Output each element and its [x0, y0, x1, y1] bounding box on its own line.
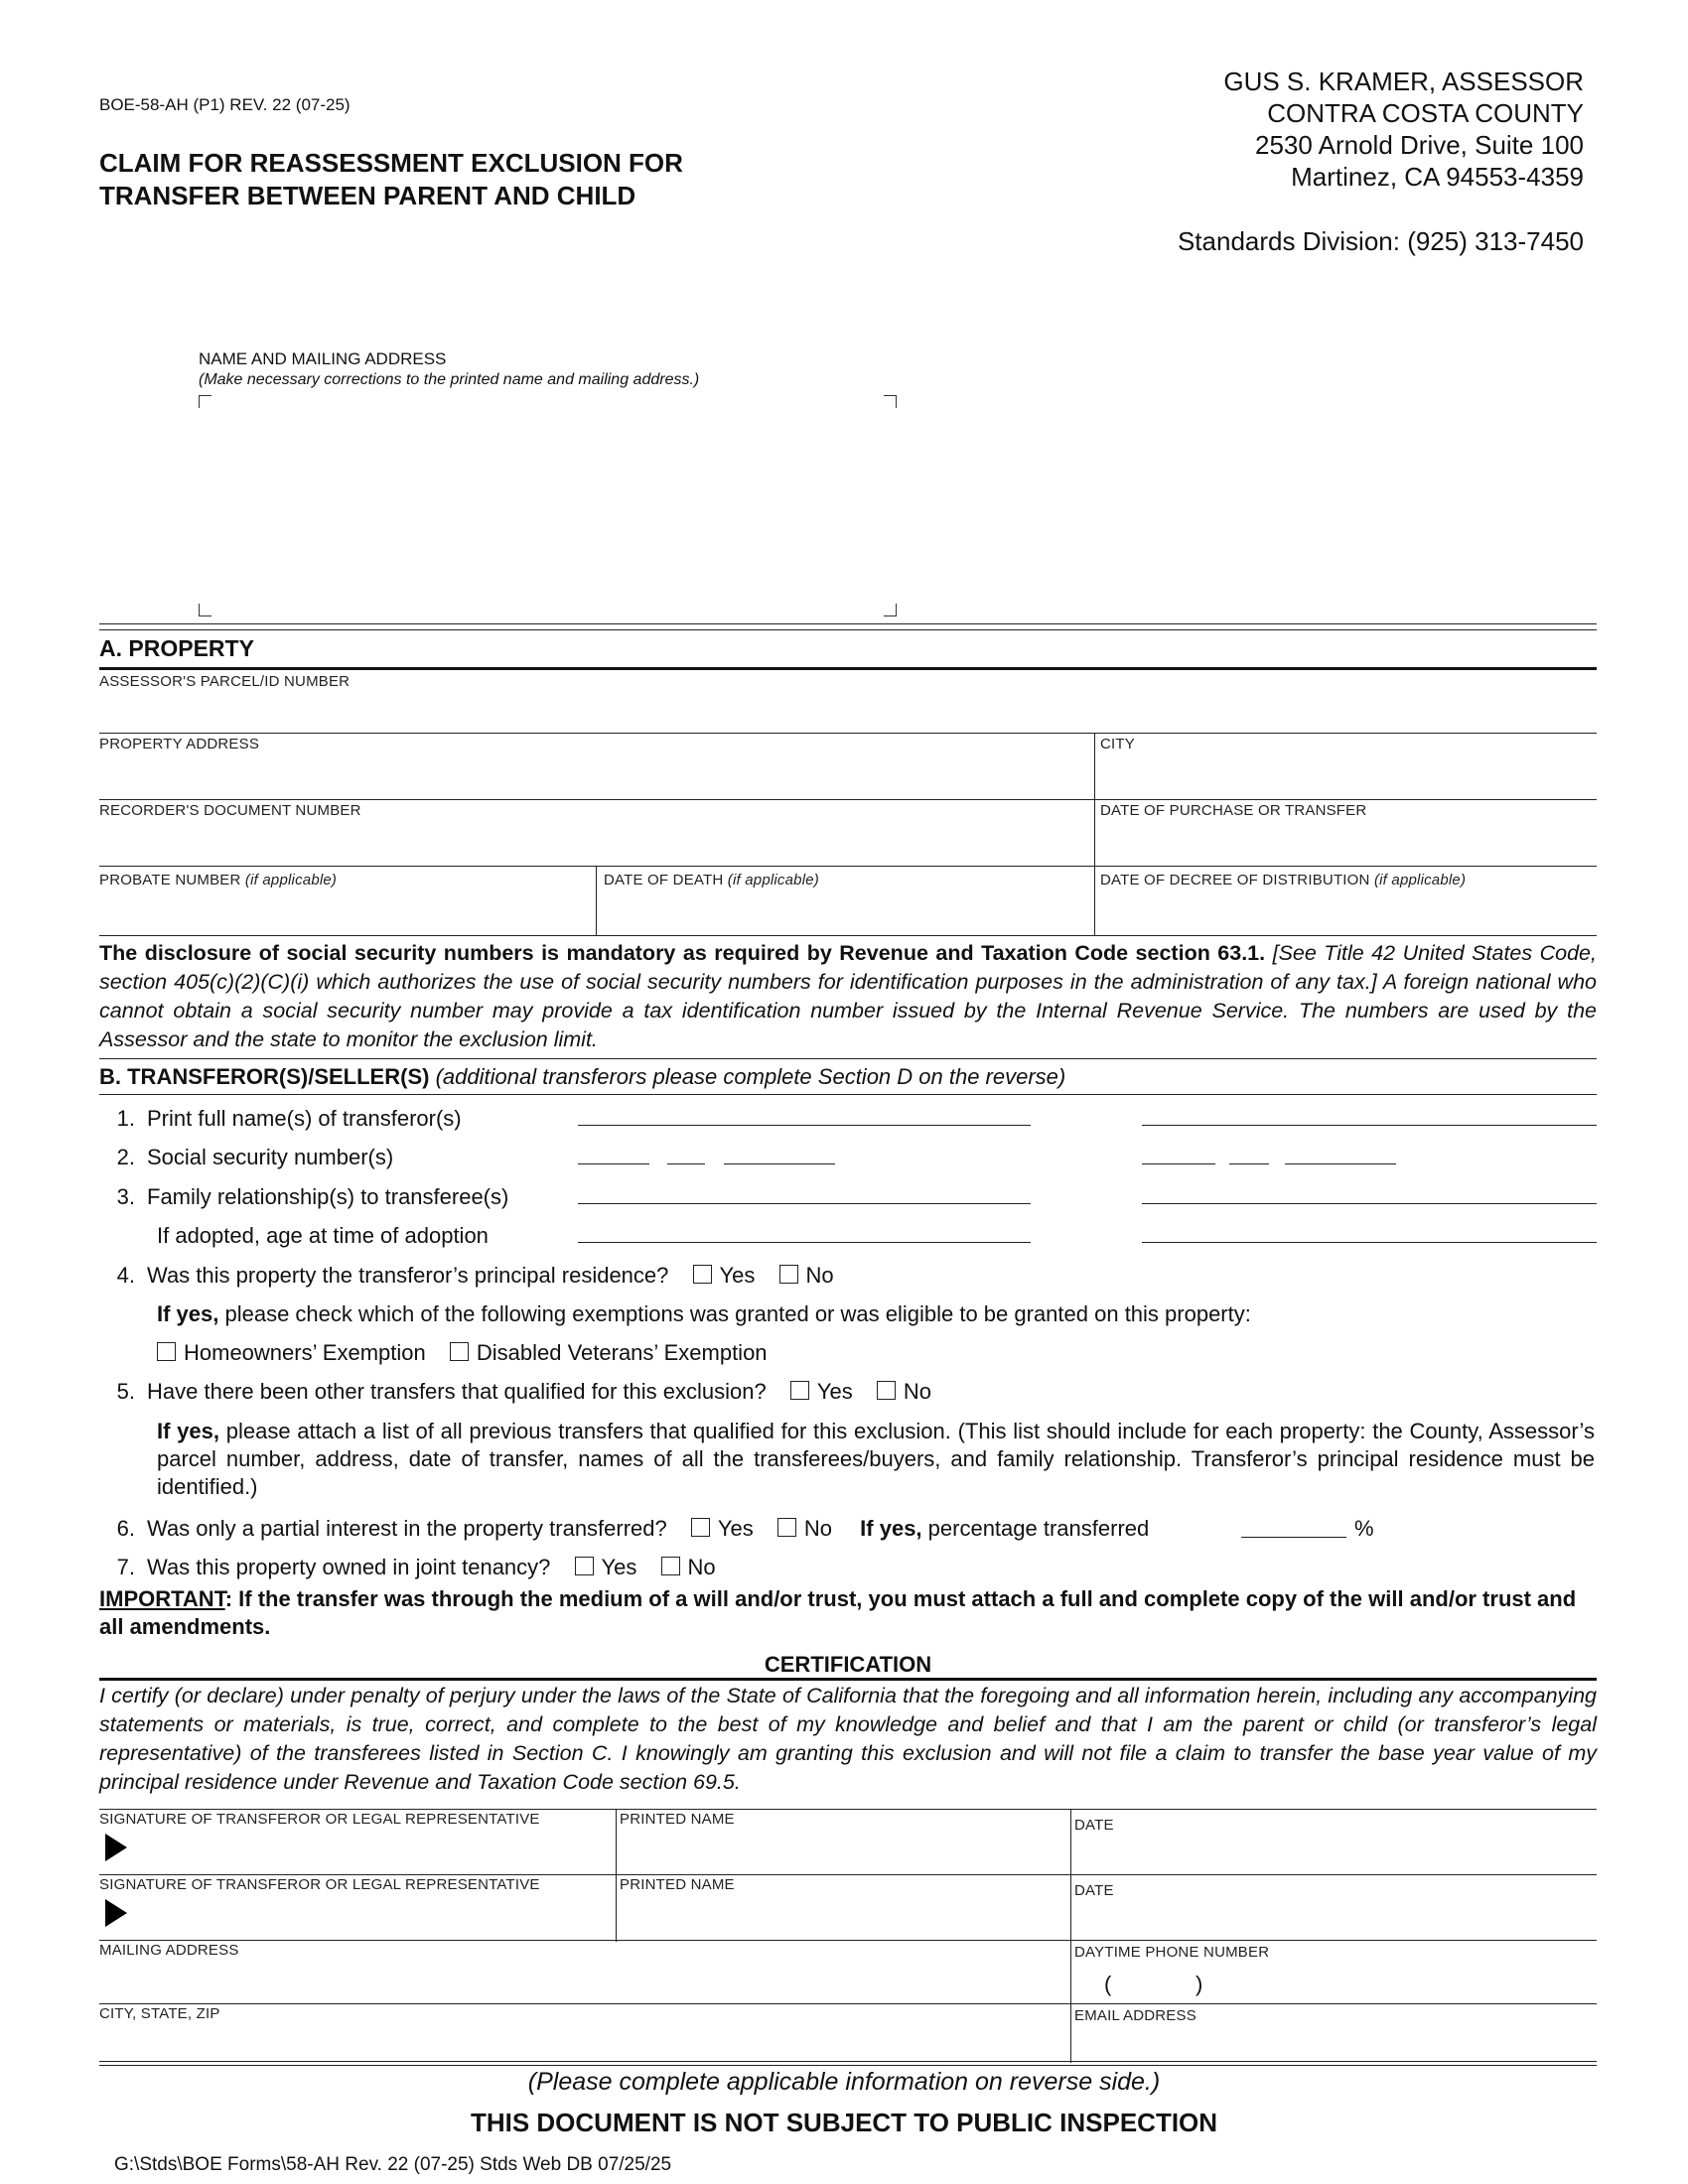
q4-no-checkbox[interactable] [779, 1265, 798, 1284]
q5-ifyes-bold: If yes, [157, 1419, 219, 1443]
relationship-2-input[interactable] [1142, 1203, 1597, 1204]
form-title [99, 147, 683, 212]
signature-2-label: SIGNATURE OF TRANSFEROR OR LEGAL REPRESENTATIVE [99, 1876, 540, 1893]
ssn-disclosure [99, 939, 1597, 1054]
q6-ifyes [860, 1516, 1149, 1541]
q6-number: 6. [116, 1516, 135, 1541]
window-corner-tr [884, 395, 897, 408]
q7-no-checkbox[interactable] [661, 1557, 680, 1575]
parcel-number-field[interactable]: ASSESSOR'S PARCEL/ID NUMBER [99, 673, 351, 690]
divider [1070, 2003, 1071, 2063]
q1-number: 1. [116, 1106, 135, 1131]
section-b-title [99, 1064, 1065, 1090]
ssn-1-part2-input[interactable] [667, 1163, 705, 1164]
window-corner-bl [199, 604, 211, 616]
property-address-field[interactable]: PROPERTY ADDRESS [99, 736, 260, 752]
section-b-note: (additional transferors please complete Section D on the reverse) [435, 1064, 1066, 1089]
q6-ifyes-text: percentage transferred [921, 1516, 1150, 1541]
date-2-field[interactable]: DATE [1074, 1882, 1114, 1899]
form-title-line2: TRANSFER BETWEEN PARENT AND CHILD [99, 181, 636, 210]
homeowners-exemption-label: Homeowners’ Exemption [184, 1340, 426, 1365]
probate-note: (if applicable) [244, 872, 338, 888]
disclosure-italic: [See Title 42 United States Code, section 405(c)(2)(C)(i) which authorizes the use of social security numbers for identification purposes in the administration of any tax.] A foreign national who cannot obtain a social security number may provide a tax identification number issued by the Internal Revenue Service. The numbers are used by the Assessor and the state to monitor the exclusion limit. [99, 941, 1597, 1051]
q4-yes-checkbox[interactable] [693, 1265, 712, 1284]
probate-number-field[interactable] [99, 872, 337, 888]
q2-number: 2. [116, 1145, 135, 1169]
disabled-veterans-checkbox[interactable] [450, 1342, 469, 1361]
q5-label: Have there been other transfers that qualified for this exclusion? [147, 1379, 767, 1404]
name-mailing-note: (Make necessary corrections to the printed name and mailing address.) [199, 371, 700, 388]
divider [99, 1094, 1597, 1095]
q1-label: Print full name(s) of transferor(s) [147, 1106, 462, 1131]
q6-yes-checkbox[interactable] [691, 1518, 710, 1537]
assessor-address [1223, 66, 1584, 193]
q5-number: 5. [116, 1379, 135, 1404]
disclosure-bold: The disclosure of social security numbers is mandatory as required by Revenue and Taxation Code section 63.1. [99, 941, 1266, 965]
divider [596, 866, 597, 935]
certification-text: I certify (or declare) under penalty of perjury under the laws of the State of California that the foregoing and all information herein, including any accompanying statements or materials, is true, correct, and complete to the best of my knowledge and belief and that I am the parent or child (or transferor’s legal representative) of the transferees listed in Section C. I knowingly am granting this exclusion and will not file a claim to transfer the base year value of my principal residence under Revenue and Taxation Code section 69.5. [99, 1684, 1597, 1794]
q3-label: Family relationship(s) to transferee(s) [147, 1184, 509, 1209]
q7-no-label: No [687, 1555, 716, 1579]
q6-no-checkbox[interactable] [777, 1518, 796, 1537]
q2-label: Social security number(s) [147, 1145, 394, 1169]
q6-ifyes-bold: If yes, [860, 1516, 922, 1541]
q5-row [99, 1379, 931, 1405]
q6-label: Was only a partial interest in the property transferred? [147, 1516, 667, 1541]
signature-2-field[interactable] [139, 1896, 606, 1930]
q3-row [99, 1184, 508, 1210]
sign-here-arrow-icon [105, 1899, 127, 1927]
relationship-1-input[interactable] [578, 1203, 1031, 1204]
decree-note: (if applicable) [1373, 872, 1467, 888]
q4-ifyes-bold: If yes, [157, 1301, 219, 1326]
certification-title: CERTIFICATION [764, 1652, 932, 1677]
divider [99, 1874, 1597, 1875]
phone-area-open: ( [1104, 1972, 1112, 1996]
assessor-city: Martinez, CA 94553-4359 [1291, 162, 1584, 192]
window-corner-tl [199, 395, 211, 408]
ssn-2-part3-input[interactable] [1285, 1163, 1396, 1164]
q5-ifyes [157, 1418, 1595, 1501]
transferor-name-1-input[interactable] [578, 1125, 1031, 1126]
divider [99, 733, 1597, 734]
divider [99, 1058, 1597, 1059]
section-a-title: A. PROPERTY [99, 635, 254, 661]
q6-no-label: No [803, 1516, 833, 1541]
q5-no-label: No [903, 1379, 931, 1404]
section-a-rule [99, 667, 1597, 670]
q6-yes-label: Yes [717, 1516, 754, 1541]
signature-1-field[interactable] [139, 1831, 606, 1864]
divider [99, 623, 1597, 624]
printed-name-2-field[interactable]: PRINTED NAME [620, 1876, 735, 1893]
signature-1-label: SIGNATURE OF TRANSFEROR OR LEGAL REPRESENTATIVE [99, 1811, 540, 1828]
q5-yes-checkbox[interactable] [790, 1381, 809, 1400]
q4-row [99, 1263, 834, 1289]
divider [99, 1809, 1597, 1810]
divider [99, 2003, 1597, 2004]
transferor-name-2-input[interactable] [1142, 1125, 1597, 1126]
divider [1094, 866, 1095, 935]
date-of-death-field[interactable] [604, 872, 819, 888]
homeowners-exemption-checkbox[interactable] [157, 1342, 176, 1361]
sign-here-arrow-icon [105, 1834, 127, 1861]
important-notice [99, 1585, 1597, 1641]
divider [616, 1809, 617, 1942]
city-field[interactable]: CITY [1100, 736, 1135, 752]
form-number: BOE-58-AH (P1) REV. 22 (07-25) [99, 95, 351, 114]
q7-yes-label: Yes [601, 1555, 637, 1579]
ssn-2-part2-input[interactable] [1229, 1163, 1269, 1164]
file-path: G:\Stds\BOE Forms\58-AH Rev. 22 (07-25) Stds Web DB 07/25/25 [114, 2154, 672, 2175]
assessor-street: 2530 Arnold Drive, Suite 100 [1255, 130, 1584, 160]
probate-label: PROBATE NUMBER [99, 872, 241, 888]
divider [99, 935, 1597, 936]
certification-rule [99, 1678, 1597, 1681]
phone-area-close: ) [1196, 1972, 1203, 1996]
email-address-field[interactable]: EMAIL ADDRESS [1074, 2007, 1196, 2024]
ssn-1-part3-input[interactable] [724, 1163, 835, 1164]
q7-number: 7. [116, 1555, 135, 1579]
q7-label: Was this property owned in joint tenancy? [147, 1555, 551, 1579]
q3-number: 3. [116, 1184, 135, 1209]
ssn-2-part1-input[interactable] [1142, 1163, 1215, 1164]
q5-ifyes-text: please attach a list of all previous transfers that qualified for this exclusion. (This list should include for each property: the County, Assessor’s parcel number, address, date of transfer, names of all the transferees/buyers, and family relationship. Transferor’s principal residence must be identified.) [157, 1419, 1595, 1499]
assessor-name: GUS S. KRAMER, ASSESSOR [1223, 67, 1584, 96]
percentage-transferred-input[interactable] [1241, 1537, 1346, 1538]
q4-ifyes-text: please check which of the following exemptions was granted or was eligible to be granted on this property: [218, 1301, 1251, 1326]
disabled-veterans-label: Disabled Veterans’ Exemption [476, 1340, 768, 1365]
q4-label: Was this property the transferor’s principal residence? [147, 1263, 669, 1288]
county-name: CONTRA COSTA COUNTY [1267, 98, 1584, 128]
divider [99, 2065, 1597, 2066]
city-state-zip-field[interactable]: CITY, STATE, ZIP [99, 2005, 220, 2022]
divider [99, 799, 1597, 800]
q4-no-label: No [805, 1263, 834, 1288]
q5-no-checkbox[interactable] [877, 1381, 896, 1400]
not-public-notice: THIS DOCUMENT IS NOT SUBJECT TO PUBLIC INSPECTION [470, 2108, 1218, 2137]
percent-sign: % [1354, 1516, 1374, 1541]
section-b-heading: B. TRANSFEROR(S)/SELLER(S) [99, 1064, 430, 1089]
divider [99, 866, 1597, 867]
date-purchase-field[interactable]: DATE OF PURCHASE OR TRANSFER [1100, 802, 1367, 819]
q4-yes-label: Yes [719, 1263, 756, 1288]
daytime-phone-field[interactable]: DAYTIME PHONE NUMBER [1074, 1944, 1270, 1961]
ssn-1-part1-input[interactable] [578, 1163, 649, 1164]
mailing-address-field[interactable]: MAILING ADDRESS [99, 1942, 239, 1959]
divider [1070, 1809, 1071, 2007]
adoption-age-2-input[interactable] [1142, 1242, 1597, 1243]
printed-name-1-field[interactable]: PRINTED NAME [620, 1811, 735, 1828]
name-mailing-label: NAME AND MAILING ADDRESS [199, 349, 447, 368]
divider [99, 629, 1597, 630]
adoption-age-1-input[interactable] [578, 1242, 1031, 1243]
date-1-field[interactable]: DATE [1074, 1817, 1114, 1834]
q7-row [99, 1555, 716, 1580]
decree-date-field[interactable] [1100, 872, 1466, 888]
window-corner-br [884, 604, 897, 616]
divider [99, 1940, 1597, 1941]
q4-number: 4. [116, 1263, 135, 1288]
decree-label: DATE OF DECREE OF DISTRIBUTION [1100, 872, 1370, 888]
q2-row [99, 1145, 393, 1170]
q1-row [99, 1106, 462, 1132]
important-label: IMPORTANT [99, 1586, 225, 1611]
standards-division-phone: Standards Division: (925) 313-7450 [1177, 226, 1584, 256]
adoption-age-label: If adopted, age at time of adoption [157, 1223, 489, 1248]
q6-row [99, 1516, 1149, 1542]
q7-yes-checkbox[interactable] [575, 1557, 594, 1575]
form-title-line1: CLAIM FOR REASSESSMENT EXCLUSION FOR [99, 148, 683, 178]
q4-ifyes [157, 1301, 1251, 1327]
important-text: : If the transfer was through the medium of a will and/or trust, you must attach a full and complete copy of the will and/or trust and all amendments. [99, 1586, 1577, 1639]
exemption-options [157, 1340, 768, 1366]
divider [99, 2061, 1597, 2062]
q5-yes-label: Yes [816, 1379, 853, 1404]
recorder-document-field[interactable]: RECORDER'S DOCUMENT NUMBER [99, 802, 361, 819]
reverse-side-note: (Please complete applicable information on reverse side.) [527, 2068, 1161, 2096]
death-note: (if applicable) [727, 872, 819, 888]
death-label: DATE OF DEATH [604, 872, 724, 888]
